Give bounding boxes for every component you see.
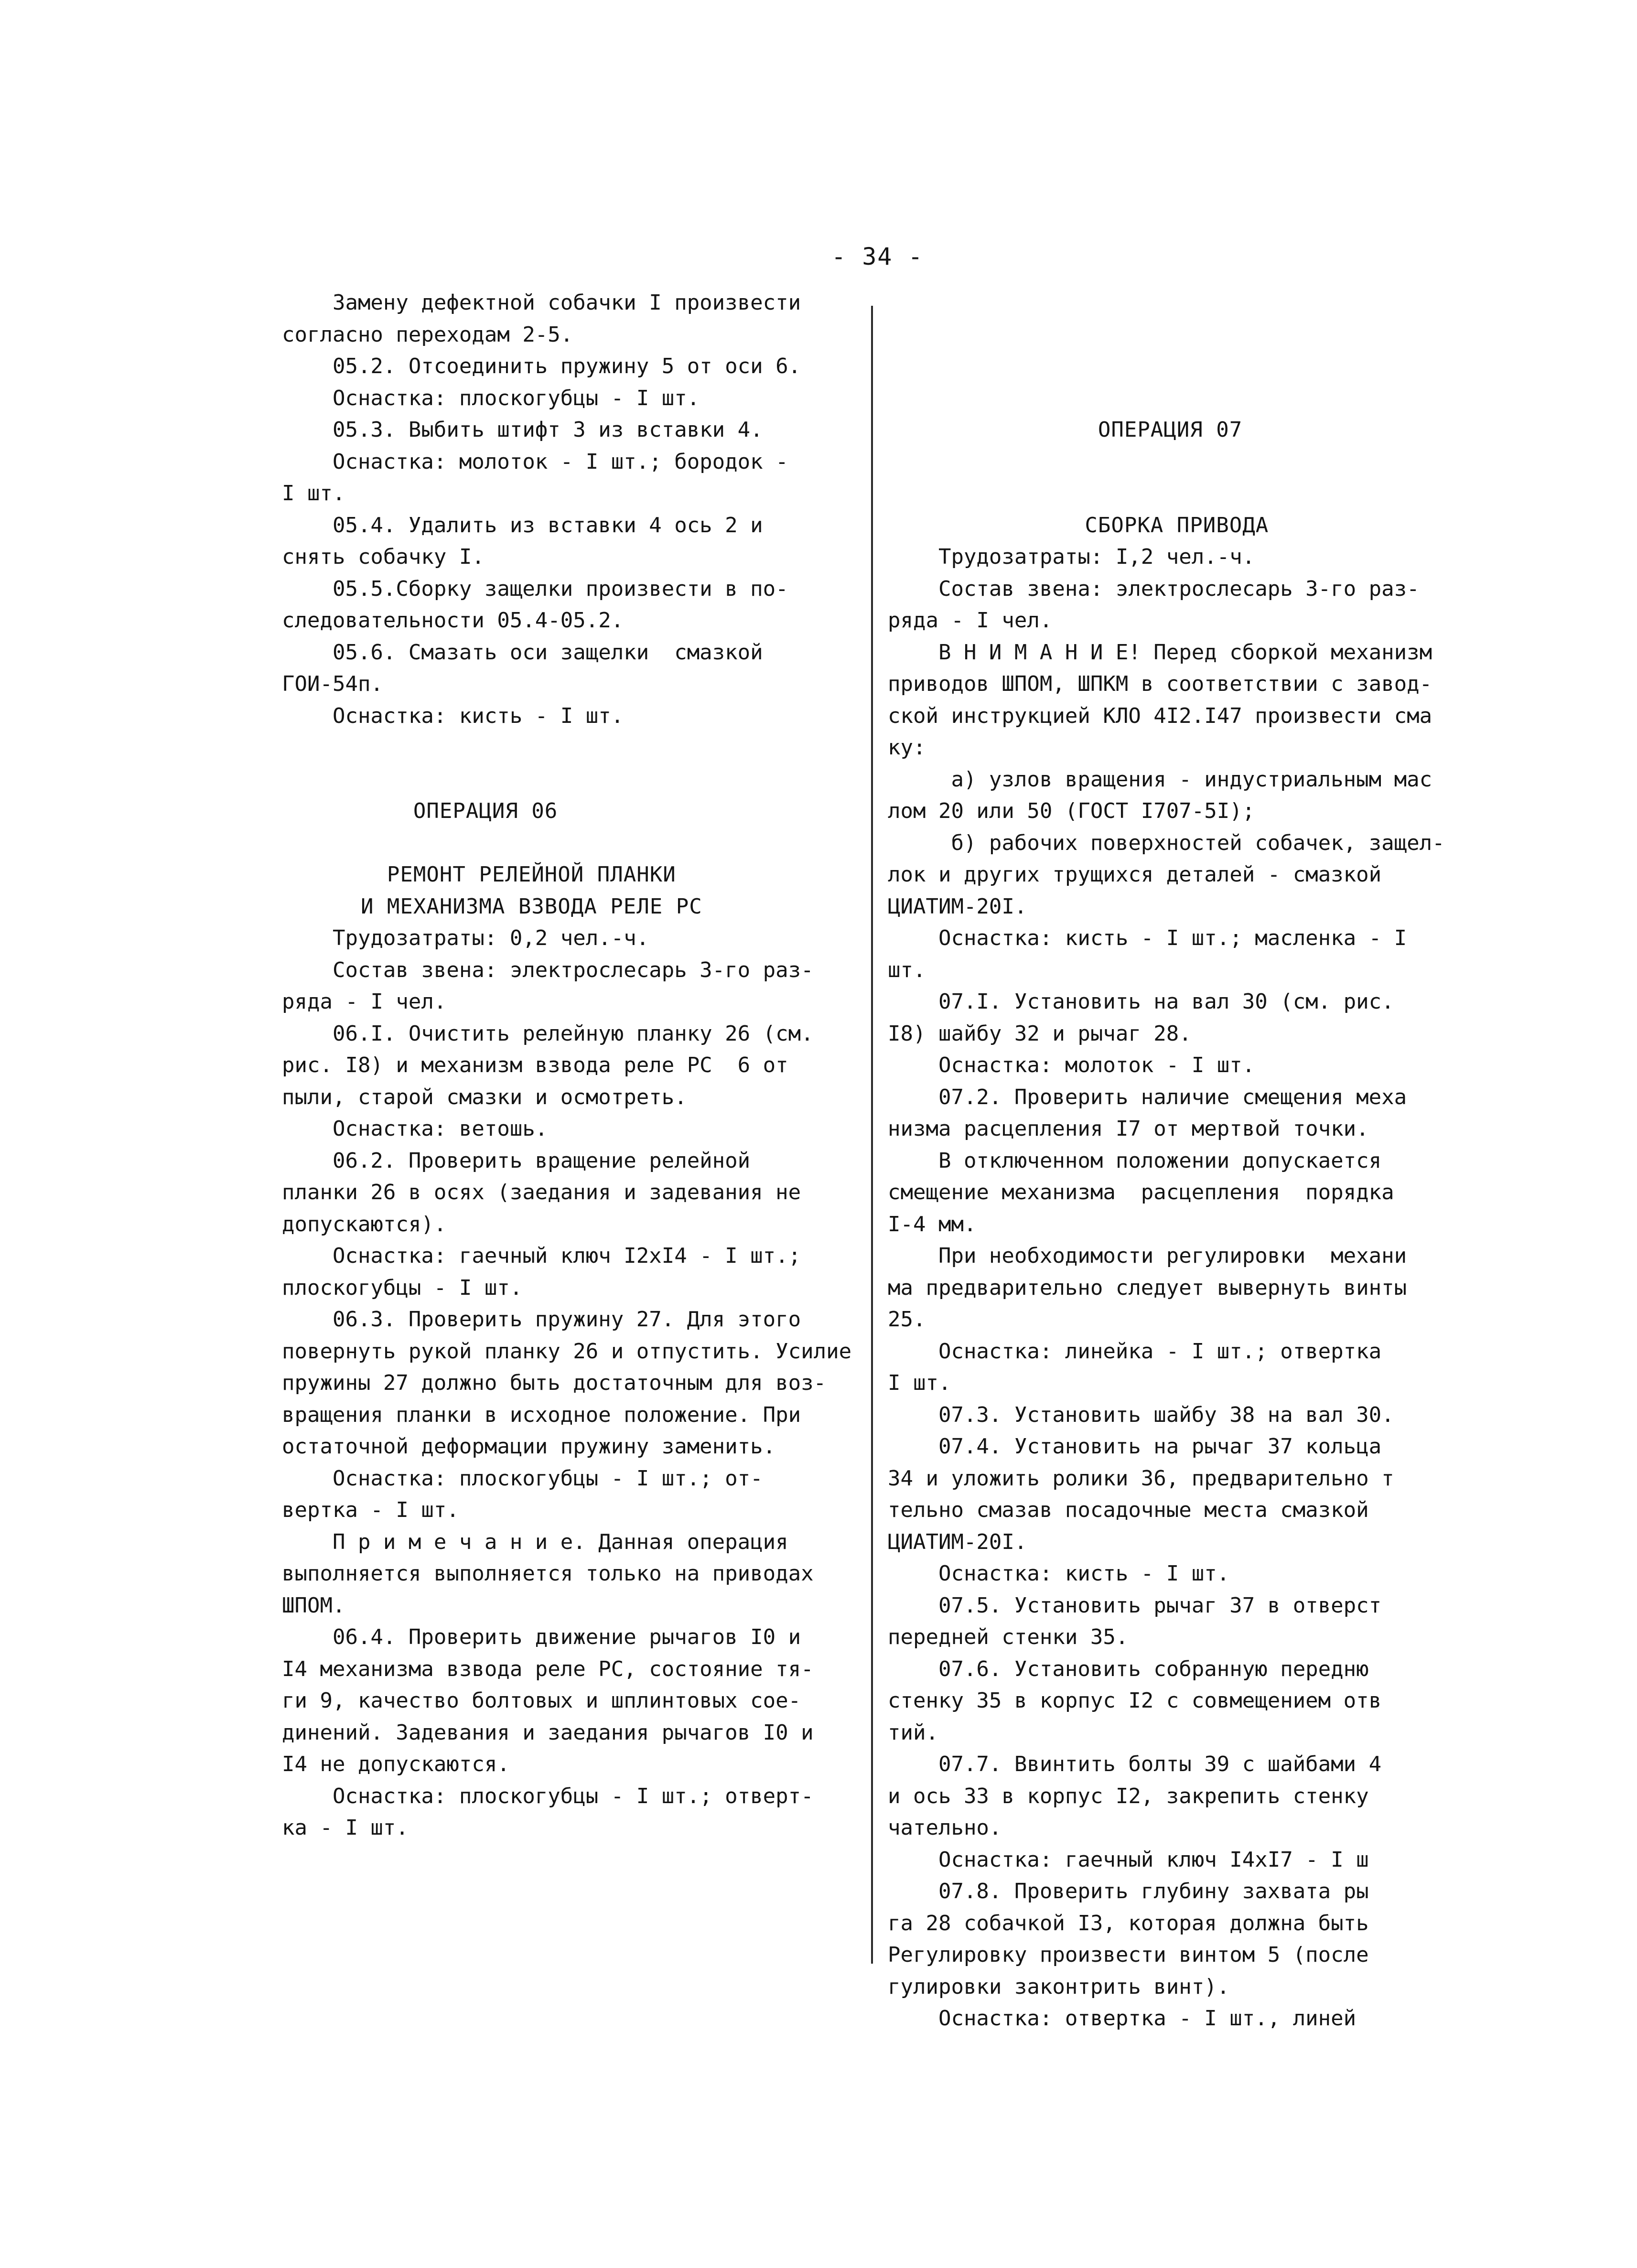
text-line: И МЕХАНИЗМА ВЗВОДА РЕЛЕ РС (282, 894, 702, 919)
text-line: б) рабочих поверхностей собачек, защел- (888, 830, 1445, 855)
column-divider (871, 306, 873, 1964)
text-line: ма предварительно следует вывернуть винты (888, 1275, 1407, 1300)
text-line: 07.8. Проверить глубину захвата ры (888, 1879, 1369, 1903)
text-line: ГОИ-54п. (282, 672, 383, 696)
text-line: низма расцепления I7 от мертвой точки. (888, 1117, 1369, 1141)
text-line: ской инструкцией КЛО 4I2.I47 произвести сма (888, 703, 1432, 728)
text-line: 05.2. Отсоединить пружину 5 от оси 6. (282, 354, 801, 378)
text-line: вертка - I шт. (282, 1498, 459, 1522)
text-line: Оснастка: линейка - I шт.; отвертка (888, 1339, 1382, 1364)
text-line: 05.4. Удалить из вставки 4 ось 2 и (282, 513, 763, 537)
text-line: ка - I шт. (282, 1816, 409, 1840)
text-line: вращения планки в исходное положение. При (282, 1402, 801, 1427)
text-line: Оснастка: ветошь. (282, 1117, 548, 1141)
text-line: Оснастка: кисть - I шт.; масленка - I (888, 926, 1407, 950)
text-line: ОПЕРАЦИЯ 07 (888, 418, 1243, 442)
text-line: ЦИАТИМ-20I. (888, 894, 1027, 919)
text-line: ряда - I чел. (888, 608, 1053, 633)
text-line: Трудозатраты: I,2 чел.-ч. (888, 545, 1255, 569)
text-line: I шт. (888, 1371, 951, 1395)
text-line: 05.6. Смазать оси защелки смазкой (282, 640, 763, 665)
text-line: Оснастка: молоток - I шт. (888, 1053, 1255, 1077)
text-line: тельно смазав посадочные места смазкой (888, 1498, 1369, 1522)
text-line: ЦИАТИМ-20I. (888, 1529, 1027, 1554)
text-line: Состав звена: электрослесарь 3-го раз- (282, 957, 814, 982)
text-line: 06.I. Очистить релейную планку 26 (см. (282, 1021, 814, 1046)
text-line: ШПОМ. (282, 1593, 345, 1618)
text-line: пружины 27 должно быть достаточным для воз- (282, 1371, 827, 1395)
text-line: Трудозатраты: 0,2 чел.-ч. (282, 926, 649, 950)
text-line: I4 механизма взвода реле РС, состояние тя- (282, 1656, 814, 1681)
text-line: I шт. (282, 481, 345, 505)
text-line: Замену дефектной собачки I произвести (282, 290, 801, 315)
text-line: 06.4. Проверить движение рычагов I0 и (282, 1625, 801, 1649)
text-line: 05.3. Выбить штифт 3 из вставки 4. (282, 418, 763, 442)
text-line: лок и других трущихся деталей - смазкой (888, 862, 1382, 887)
text-line: Оснастка: плоскогубцы - I шт.; отверт- (282, 1784, 814, 1808)
text-line: планки 26 в осях (заедания и задевания не (282, 1180, 801, 1204)
text-line: а) узлов вращения - индустриальным мас (888, 767, 1432, 792)
text-line: лом 20 или 50 (ГОСТ I707-5I); (888, 799, 1255, 823)
page-number: - 34 - (831, 243, 924, 270)
text-line: 25. (888, 1307, 926, 1332)
text-line: динений. Задевания и заедания рычагов I0 и (282, 1720, 814, 1745)
text-line: тий. (888, 1720, 938, 1745)
text-line: ряда - I чел. (282, 989, 447, 1014)
text-line: 05.5.Сборку защелки произвести в по- (282, 576, 788, 601)
text-line: П р и м е ч а н и е. Данная операция (282, 1529, 788, 1554)
text-line: Оснастка: кисть - I шт. (888, 1561, 1230, 1586)
text-line: Оснастка: плоскогубцы - I шт.; от- (282, 1466, 763, 1491)
text-line: Оснастка: кисть - I шт. (282, 703, 624, 728)
text-line: шт. (888, 957, 926, 982)
text-line: остаточной деформации пружину заменить. (282, 1434, 776, 1459)
text-line: снять собачку I. (282, 545, 485, 569)
text-line: приводов ШПОМ, ШПКМ в соответствии с завод- (888, 672, 1432, 696)
text-line: СБОРКА ПРИВОДА (888, 513, 1269, 537)
text-line: I4 не допускаются. (282, 1752, 510, 1776)
text-line: пыли, старой смазки и осмотреть. (282, 1085, 687, 1109)
text-line: 07.7. Ввинтить болты 39 с шайбами 4 (888, 1752, 1382, 1776)
text-line: 07.I. Установить на вал 30 (см. рис. (888, 989, 1394, 1014)
text-line: 34 и уложить ролики 36, предварительно т (888, 1466, 1394, 1491)
text-line: Оснастка: гаечный ключ I4xI7 - I ш (888, 1847, 1369, 1872)
text-line: согласно переходам 2-5. (282, 322, 573, 347)
text-line: 07.2. Проверить наличие смещения меха (888, 1085, 1407, 1109)
text-line: стенку 35 в корпус I2 с совмещением отв (888, 1688, 1382, 1713)
text-line: повернуть рукой планку 26 и отпустить. Усилие (282, 1339, 852, 1364)
text-line: рис. I8) и механизм взвода реле РС 6 от (282, 1053, 788, 1077)
text-line: Состав звена: электрослесарь 3-го раз- (888, 576, 1420, 601)
text-line: I-4 мм. (888, 1212, 977, 1236)
text-line: В Н И М А Н И Е! Перед сборкой механизм (888, 640, 1432, 665)
text-line: В отключенном положении допускается (888, 1148, 1382, 1173)
text-line: ку: (888, 735, 926, 760)
text-line: При необходимости регулировки механи (888, 1244, 1407, 1268)
text-line: ги 9, качество болтовых и шплинтовых сое- (282, 1688, 801, 1713)
text-line: смещение механизма расцепления порядка (888, 1180, 1394, 1204)
text-line: 06.2. Проверить вращение релейной (282, 1148, 751, 1173)
text-line: I8) шайбу 32 и рычаг 28. (888, 1021, 1192, 1046)
text-line: Регулировку произвести винтом 5 (после (888, 1943, 1369, 1967)
text-line: 07.6. Установить собранную передню (888, 1656, 1369, 1681)
text-line: плоскогубцы - I шт. (282, 1275, 523, 1300)
text-line: Оснастка: отвертка - I шт., линей (888, 2006, 1357, 2031)
text-line: Оснастка: гаечный ключ I2xI4 - I шт.; (282, 1244, 801, 1268)
text-line: 06.3. Проверить пружину 27. Для этого (282, 1307, 801, 1332)
text-line: ОПЕРАЦИЯ 06 (282, 799, 558, 823)
text-line: выполняется выполняется только на приводах (282, 1561, 814, 1586)
text-line: допускаются). (282, 1212, 447, 1236)
text-line: РЕМОНТ РЕЛЕЙНОЙ ПЛАНКИ (282, 862, 676, 887)
text-line: и ось 33 в корпус I2, закрепить стенку (888, 1784, 1369, 1808)
text-line: га 28 собачкой I3, которая должна быть (888, 1911, 1369, 1935)
text-line: 07.3. Установить шайбу 38 на вал 30. (888, 1402, 1394, 1427)
text-line: 07.4. Установить на рычаг 37 кольца (888, 1434, 1382, 1459)
text-line: Оснастка: молоток - I шт.; бородок - (282, 449, 788, 474)
text-line: 07.5. Установить рычаг 37 в отверст (888, 1593, 1382, 1618)
text-line: гулировки законтрить винт). (888, 1974, 1230, 1999)
text-line: чательно. (888, 1816, 1002, 1840)
text-line: передней стенки 35. (888, 1625, 1129, 1649)
text-line: Оснастка: плоскогубцы - I шт. (282, 386, 700, 410)
text-line: следовательности 05.4-05.2. (282, 608, 624, 633)
